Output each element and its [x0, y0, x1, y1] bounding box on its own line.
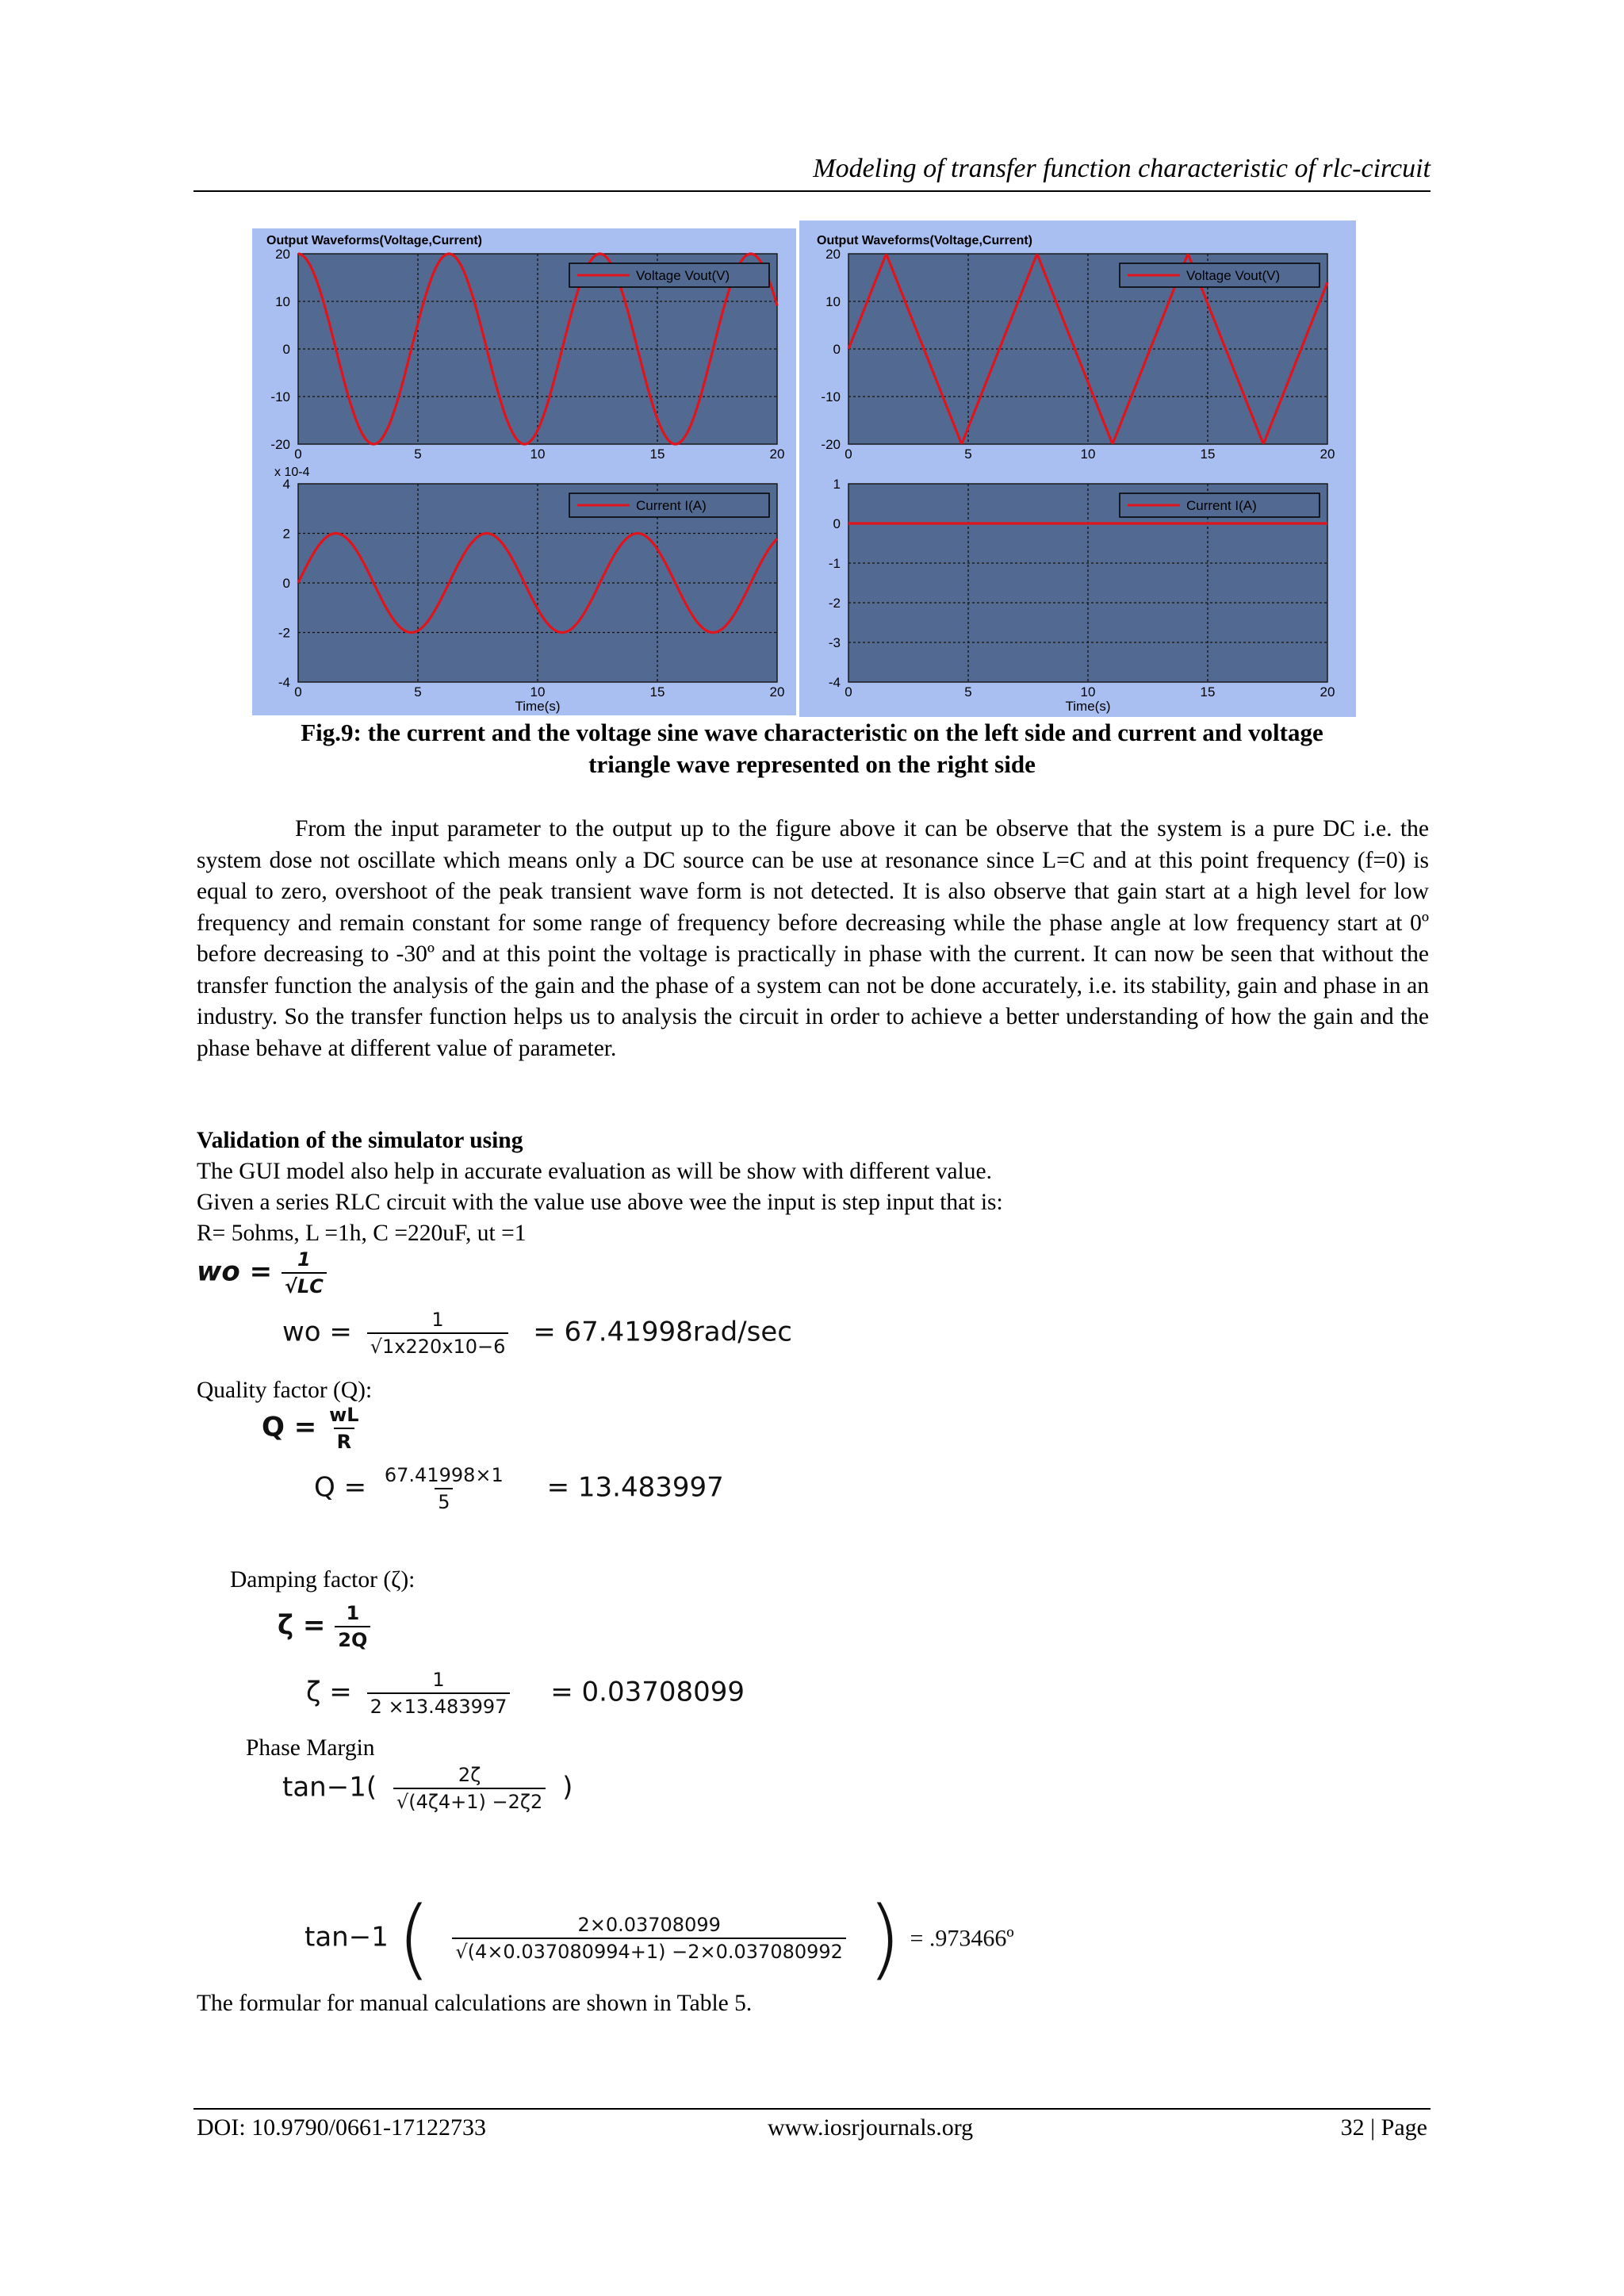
- y-tick-label-3: 0: [833, 516, 841, 531]
- x-axis-label-1: Time(s): [515, 699, 561, 714]
- zeta-calc-lhs: ζ =: [306, 1676, 352, 1708]
- q-formula: [262, 1404, 362, 1453]
- y-tick-label-1: -4: [278, 675, 290, 690]
- x-tick-label-1: 10: [530, 684, 546, 700]
- zeta-calc-denominator: 2 ×13.483997: [367, 1692, 511, 1718]
- header-rule: [193, 190, 1431, 192]
- footer-website: www.iosrjournals.org: [768, 2114, 974, 2141]
- footer-doi: DOI: 10.9790/0661-17122733: [197, 2114, 486, 2141]
- y-multiplier-1: x 10-4: [274, 466, 310, 479]
- figure-9-waveforms: [252, 220, 1356, 717]
- quality-factor-label: Quality factor (Q):: [197, 1378, 373, 1403]
- w0-calc-lhs: wo =: [282, 1316, 352, 1348]
- pm-result: = .973466º: [910, 1925, 1014, 1952]
- y-tick-label-3: 1: [833, 477, 841, 492]
- w0-symbol: wo =: [197, 1255, 273, 1288]
- zeta-formula: [278, 1602, 370, 1651]
- text-line-1: The GUI model also help in accurate evaluation as will be show with different value.: [197, 1159, 992, 1184]
- pm-denominator: √(4ζ4+1) −2ζ2: [393, 1788, 546, 1813]
- y-tick-label-3: -4: [828, 675, 841, 690]
- legend-label-2: Voltage Vout(V): [1186, 268, 1281, 283]
- panel-title-2: Output Waveforms(Voltage,Current): [817, 234, 1033, 247]
- section-heading: Validation of the simulator using: [197, 1128, 523, 1153]
- footer-rule: [193, 2108, 1431, 2110]
- x-tick-label-2: 5: [964, 447, 972, 462]
- y-tick-label-0: -10: [270, 389, 290, 404]
- w0-formula: [197, 1248, 327, 1297]
- zeta-calculation: [306, 1669, 745, 1718]
- x-tick-label-2: 15: [1200, 447, 1216, 462]
- paragraph-1: From the input parameter to the output up to the figure above it can be observe that the system is a pure DC i.e. the system dose not oscillate which means only a DC source can be use at resonance since L=C and at this point frequency (f=0) is equal to zero, overshoot of the peak transient wave form is not detected. It is also observe that gain start at a high level for low frequency and remain constant for some range of frequency before decreasing while the phase angle at low frequency start at 0º before decreasing to -30º and at this point the voltage is practically in phase with the current. It can now be seen that without the transfer function the analysis of the gain and the phase of a system can not be done accurately, i.e. its stability, gain and phase in an industry. So the transfer function helps us to analysis the circuit in order to achieve a better understanding of how the gain and the phase behave at different value of parameter.: [197, 816, 1429, 1061]
- y-tick-label-0: -20: [270, 437, 290, 452]
- w0-calc-denominator: √1x220x10−6: [367, 1332, 509, 1358]
- x-tick-label-1: 20: [769, 684, 785, 700]
- footer-page: 32 | Page: [1340, 2114, 1427, 2141]
- y-tick-label-1: -2: [278, 625, 290, 641]
- y-tick-label-2: 10: [825, 294, 841, 309]
- pm-calc-function: tan−1: [304, 1921, 389, 1953]
- legend-label-0: Voltage Vout(V): [636, 268, 730, 283]
- phase-margin-calculation: tan−1 ( $\frac{2\times 0.03708099}{√(4\times 0.037080994+1) -2\times 0.037080992}$ ) = .973466º: [304, 1888, 1014, 1989]
- y-tick-label-1: 0: [282, 576, 290, 591]
- y-tick-label-2: -20: [821, 437, 841, 452]
- y-tick-label-3: -3: [828, 635, 841, 650]
- x-tick-label-1: 0: [294, 684, 302, 700]
- zeta-denominator: 2Q: [335, 1626, 370, 1651]
- x-tick-label-1: 15: [649, 684, 665, 700]
- text-line-3: R= 5ohms, L =1h, C =220uF, ut =1: [197, 1221, 527, 1246]
- q-result: = 13.483997: [546, 1471, 724, 1504]
- figure-caption: [193, 717, 1431, 780]
- w0-calculation: [282, 1309, 792, 1358]
- y-tick-label-3: -2: [828, 596, 841, 611]
- zeta-numerator: 1: [346, 1602, 360, 1624]
- zeta-calc-numerator: 1: [432, 1669, 445, 1691]
- legend-label-3: Current I(A): [1186, 498, 1257, 513]
- phase-margin-label: Phase Margin: [246, 1735, 375, 1761]
- q-calc-lhs: Q =: [314, 1471, 367, 1504]
- x-tick-label-3: 20: [1320, 684, 1335, 700]
- q-lhs: Q =: [262, 1411, 317, 1443]
- x-tick-label-3: 10: [1080, 684, 1096, 700]
- damping-factor-label: Damping factor (ζ):: [230, 1567, 416, 1593]
- y-tick-label-1: 4: [282, 477, 290, 492]
- phase-margin-formula: [282, 1764, 573, 1813]
- w0-result: = 67.41998rad/sec: [533, 1316, 792, 1348]
- pm-calc-denominator: √(4×0.037080994+1) −2×0.037080992: [452, 1938, 846, 1963]
- pm-numerator: 2ζ: [458, 1764, 481, 1786]
- w0-calc-numerator: 1: [431, 1309, 444, 1331]
- q-calc-denominator: 5: [435, 1488, 453, 1513]
- legend-label-1: Current I(A): [636, 498, 707, 513]
- x-tick-label-2: 10: [1080, 447, 1096, 462]
- x-tick-label-3: 0: [845, 684, 852, 700]
- caption-line-2: triangle wave represented on the right side: [588, 750, 1036, 778]
- x-tick-label-1: 5: [414, 684, 422, 700]
- y-tick-label-0: 20: [275, 247, 290, 262]
- y-tick-label-2: 20: [825, 247, 841, 262]
- closing-sentence: The formular for manual calculations are shown in Table 5.: [197, 1991, 753, 2016]
- y-tick-label-0: 10: [275, 294, 290, 309]
- pm-close-paren: ): [562, 1771, 573, 1803]
- panel-title-0: Output Waveforms(Voltage,Current): [266, 234, 483, 247]
- pm-calc-numerator: 2×0.03708099: [577, 1914, 721, 1936]
- y-tick-label-2: -10: [821, 389, 841, 404]
- caption-line-1: Fig.9: the current and the voltage sine wave characteristic on the left side and current and voltage: [301, 719, 1323, 746]
- y-tick-label-2: 0: [833, 342, 841, 357]
- zeta-result: = 0.03708099: [550, 1676, 745, 1708]
- x-tick-label-2: 0: [845, 447, 852, 462]
- x-tick-label-0: 0: [294, 447, 302, 462]
- q-calculation: [314, 1464, 724, 1513]
- y-tick-label-1: 2: [282, 526, 290, 542]
- x-tick-label-3: 15: [1200, 684, 1216, 700]
- x-tick-label-0: 5: [414, 447, 422, 462]
- x-tick-label-0: 15: [649, 447, 665, 462]
- x-axis-label-3: Time(s): [1065, 699, 1111, 714]
- zeta-lhs: ζ =: [278, 1609, 326, 1642]
- x-tick-label-0: 20: [769, 447, 785, 462]
- w0-numerator: 1: [297, 1248, 311, 1271]
- q-calc-numerator: 67.41998×1: [384, 1464, 504, 1486]
- x-tick-label-3: 5: [964, 684, 972, 700]
- x-tick-label-2: 20: [1320, 447, 1335, 462]
- x-tick-label-0: 10: [530, 447, 546, 462]
- y-tick-label-3: -1: [828, 556, 841, 571]
- q-denominator: R: [334, 1428, 354, 1453]
- pm-function: tan−1(: [282, 1771, 377, 1803]
- body-paragraph: [197, 814, 1429, 1064]
- w0-denominator: √LC: [282, 1272, 327, 1297]
- running-title: Modeling of transfer function characteristic of rlc-circuit: [813, 154, 1431, 183]
- y-tick-label-0: 0: [282, 342, 290, 357]
- q-numerator: wL: [329, 1404, 359, 1426]
- text-line-2: Given a series RLC circuit with the value use above wee the input is step input that is:: [197, 1190, 1003, 1215]
